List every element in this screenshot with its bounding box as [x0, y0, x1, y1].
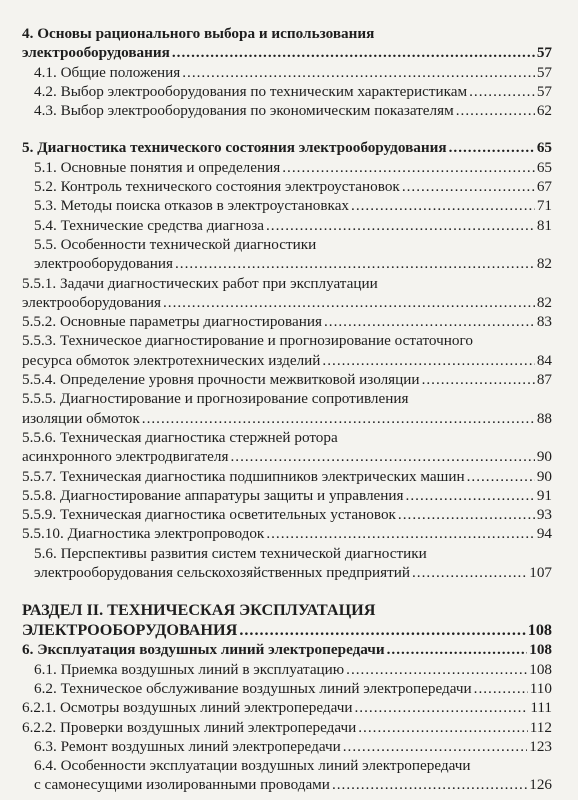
- dot-leader: [406, 486, 535, 505]
- toc-entry-title: 5.5.7. Техническая диагностика подшипников электрических машин: [22, 467, 465, 485]
- toc-entry-title: 6. Эксплуатация воздушных линий электропередачи: [22, 641, 385, 659]
- toc-entry[interactable]: [22, 312, 552, 331]
- toc-entry-title: 5.4. Технические средства диагноза: [34, 216, 264, 234]
- toc-entry[interactable]: [22, 138, 552, 157]
- toc-entry[interactable]: [22, 158, 552, 177]
- dot-leader: [343, 737, 527, 756]
- dot-leader: [474, 679, 528, 698]
- page-number: 65: [536, 139, 552, 157]
- page-number: 57: [536, 82, 552, 100]
- toc-entry-title: электрооборудования: [22, 293, 161, 311]
- dot-leader: [175, 254, 535, 273]
- dot-leader: [332, 775, 527, 794]
- toc-entry-leader-line: [22, 524, 552, 543]
- toc-entry-leader-line: [34, 158, 552, 177]
- page-number: 108: [529, 641, 552, 659]
- toc-entry-leader-line: [22, 409, 552, 428]
- toc-entry-leader-line: [34, 775, 552, 794]
- page-number: 123: [529, 737, 552, 755]
- toc-entry-leader-line: [22, 620, 552, 640]
- dot-leader: [398, 505, 535, 524]
- page-number: 90: [536, 467, 552, 485]
- toc-entry[interactable]: [22, 756, 552, 795]
- toc-entry-leader-line: [34, 563, 552, 582]
- toc-entry-title: 6.2. Техническое обслуживание воздушных линий электропередачи: [34, 679, 472, 697]
- toc-entry-leader-line: [22, 486, 552, 505]
- toc-entry[interactable]: [22, 370, 552, 389]
- page-number: 81: [536, 216, 552, 234]
- toc-entry-title: 5.1. Основные понятия и определения: [34, 158, 281, 176]
- toc-entry[interactable]: [22, 544, 552, 583]
- toc-entry[interactable]: [22, 737, 552, 756]
- section-gap: [22, 120, 552, 138]
- toc-entry-title: изоляции обмоток: [22, 409, 140, 427]
- toc-entry[interactable]: [22, 698, 552, 717]
- toc-entry[interactable]: [22, 600, 552, 640]
- toc-entry[interactable]: [22, 660, 552, 679]
- toc-entry[interactable]: [22, 24, 552, 63]
- toc-entry-leader-line: [34, 63, 552, 82]
- toc-entry-title: 6.3. Ремонт воздушных линий электропередачи: [34, 737, 341, 755]
- toc-entry-leader-line: [34, 737, 552, 756]
- page-number: 94: [536, 525, 552, 543]
- toc-entry-title: электрооборудования сельскохозяйственных предприятий: [34, 564, 410, 582]
- toc-entry[interactable]: [22, 718, 552, 737]
- toc-entry[interactable]: [22, 196, 552, 215]
- toc-entry-leader-line: [22, 293, 552, 312]
- toc-entry-title-line: 5.5.5. Диагностирование и прогнозирование сопротивления: [22, 390, 409, 408]
- toc-entry-title: 6.2.1. Осмотры воздушных линий электропередачи: [22, 699, 353, 717]
- toc-entry-leader-line: [22, 447, 552, 466]
- toc-entry[interactable]: [22, 524, 552, 543]
- page-number: 93: [536, 506, 552, 524]
- toc-entry-title: 4.3. Выбор электрооборудования по экономическим показателям: [34, 102, 454, 120]
- dot-leader: [322, 351, 534, 370]
- dot-leader: [230, 447, 534, 466]
- toc-entry-title-line: 5.5. Особенности технической диагностики: [34, 235, 317, 253]
- page-number: 110: [529, 679, 552, 697]
- page-number: 57: [536, 44, 552, 62]
- section-gap: [22, 582, 552, 600]
- toc-entry-title: 5. Диагностика технического состояния электрооборудования: [22, 139, 447, 157]
- toc-entry-leader-line: [34, 216, 552, 235]
- toc-entry[interactable]: [22, 640, 552, 659]
- table-of-contents: [22, 24, 552, 795]
- dot-leader: [469, 82, 535, 101]
- toc-entry-leader-line: [22, 467, 552, 486]
- toc-entry[interactable]: [22, 467, 552, 486]
- toc-entry-title: 5.3. Методы поиска отказов в электроустановках: [34, 197, 350, 215]
- toc-entry-leader-line: [34, 82, 552, 101]
- toc-entry-title-line: 5.5.3. Техническое диагностирование и прогнозирование остаточного: [22, 332, 473, 350]
- dot-leader: [422, 370, 535, 389]
- dot-leader: [351, 196, 535, 215]
- toc-entry-title: 5.2. Контроль технического состояния электроустановок: [34, 178, 400, 196]
- toc-entry-leader-line: [22, 312, 552, 331]
- toc-entry-leader-line: [22, 43, 552, 62]
- toc-entry-leader-line: [22, 370, 552, 389]
- page-number: 82: [536, 293, 552, 311]
- toc-entry[interactable]: [22, 331, 552, 370]
- toc-entry-title: 5.5.10. Диагностика электропроводок: [22, 525, 265, 543]
- toc-entry-leader-line: [34, 196, 552, 215]
- toc-entry-title-line: 4. Основы рационального выбора и использования: [22, 25, 375, 42]
- dot-leader: [142, 409, 535, 428]
- toc-entry-leader-line: [34, 679, 552, 698]
- toc-entry[interactable]: [22, 63, 552, 82]
- page-number: 84: [536, 351, 552, 369]
- page-number: 67: [536, 178, 552, 196]
- toc-entry-title-line: 5.6. Перспективы развития систем технической диагностики: [34, 544, 427, 562]
- dot-leader: [456, 101, 535, 120]
- toc-entry-title: электрооборудования: [34, 255, 173, 273]
- toc-entry-title-line: 5.5.1. Задачи диагностических работ при эксплуатации: [22, 274, 378, 292]
- dot-leader: [358, 718, 528, 737]
- toc-entry-leader-line: [22, 351, 552, 370]
- toc-entry-leader-line: [22, 505, 552, 524]
- toc-entry[interactable]: [22, 679, 552, 698]
- dot-leader: [449, 138, 535, 157]
- page-number: 87: [536, 371, 552, 389]
- toc-entry-title: с самонесущими изолированными проводами: [34, 776, 330, 794]
- toc-entry[interactable]: [22, 177, 552, 196]
- toc-entry-title: 5.5.2. Основные параметры диагностирования: [22, 313, 322, 331]
- toc-entry[interactable]: [22, 82, 552, 101]
- dot-leader: [182, 63, 535, 82]
- page-number: 65: [536, 158, 552, 176]
- page-number: 126: [529, 776, 552, 794]
- toc-entry-leader-line: [22, 718, 552, 737]
- toc-entry[interactable]: [22, 216, 552, 235]
- dot-leader: [266, 524, 535, 543]
- toc-entry-title: 5.5.9. Техническая диагностика осветительных установок: [22, 506, 396, 524]
- page-number: 57: [536, 63, 552, 81]
- toc-entry-title: ресурса обмоток электротехнических изделий: [22, 351, 321, 369]
- toc-entry[interactable]: [22, 101, 552, 120]
- page-number: 108: [529, 660, 552, 678]
- toc-entry-leader-line: [22, 640, 552, 659]
- toc-entry-title: 4.2. Выбор электрооборудования по техническим характеристикам: [34, 82, 468, 100]
- page-number: 91: [536, 486, 552, 504]
- page-number: 62: [536, 102, 552, 120]
- toc-entry-title: 6.2.2. Проверки воздушных линий электропередачи: [22, 718, 357, 736]
- toc-entry-title: 5.5.8. Диагностирование аппаратуры защиты и управления: [22, 486, 404, 504]
- dot-leader: [355, 698, 529, 717]
- page-number: 108: [527, 621, 552, 640]
- toc-entry[interactable]: [22, 274, 552, 313]
- toc-entry-leader-line: [34, 177, 552, 196]
- toc-entry-leader-line: [34, 660, 552, 679]
- dot-leader: [387, 640, 528, 659]
- toc-entry-title-line: 5.5.6. Техническая диагностика стержней ротора: [22, 428, 338, 446]
- toc-entry-title: 6.1. Приемка воздушных линий в эксплуатацию: [34, 660, 345, 678]
- page-number: 111: [530, 699, 552, 717]
- toc-entry-leader-line: [34, 254, 552, 273]
- page-number: 88: [536, 409, 552, 427]
- dot-leader: [282, 158, 535, 177]
- page-number: 82: [536, 255, 552, 273]
- page-number: 71: [536, 197, 552, 215]
- toc-entry[interactable]: [22, 235, 552, 274]
- dot-leader: [324, 312, 535, 331]
- toc-entry[interactable]: [22, 389, 552, 428]
- page-number: 107: [529, 564, 552, 582]
- dot-leader: [172, 43, 535, 62]
- toc-entry-title: 4.1. Общие положения: [34, 63, 181, 81]
- toc-entry-leader-line: [22, 698, 552, 717]
- dot-leader: [467, 467, 535, 486]
- dot-leader: [163, 293, 535, 312]
- toc-entry-title-line: РАЗДЕЛ II. ТЕХНИЧЕСКАЯ ЭКСПЛУАТАЦИЯ: [22, 601, 376, 620]
- toc-entry-title: асинхронного электродвигателя: [22, 448, 229, 466]
- toc-entry-title-line: 6.4. Особенности эксплуатации воздушных линий электропередачи: [34, 757, 471, 775]
- dot-leader: [412, 563, 527, 582]
- toc-entry-title: электрооборудования: [22, 44, 170, 62]
- toc-entry-leader-line: [22, 138, 552, 157]
- dot-leader: [239, 620, 525, 640]
- toc-entry[interactable]: [22, 486, 552, 505]
- dot-leader: [346, 660, 527, 679]
- dot-leader: [402, 177, 535, 196]
- page-number: 90: [536, 448, 552, 466]
- toc-entry[interactable]: [22, 428, 552, 467]
- toc-entry-leader-line: [34, 101, 552, 120]
- toc-entry[interactable]: [22, 505, 552, 524]
- dot-leader: [266, 216, 535, 235]
- toc-entry-title: 5.5.4. Определение уровня прочности межвитковой изоляции: [22, 371, 420, 389]
- toc-entry-title: ЭЛЕКТРООБОРУДОВАНИЯ: [22, 621, 238, 640]
- page-number: 83: [536, 313, 552, 331]
- page-number: 112: [529, 718, 552, 736]
